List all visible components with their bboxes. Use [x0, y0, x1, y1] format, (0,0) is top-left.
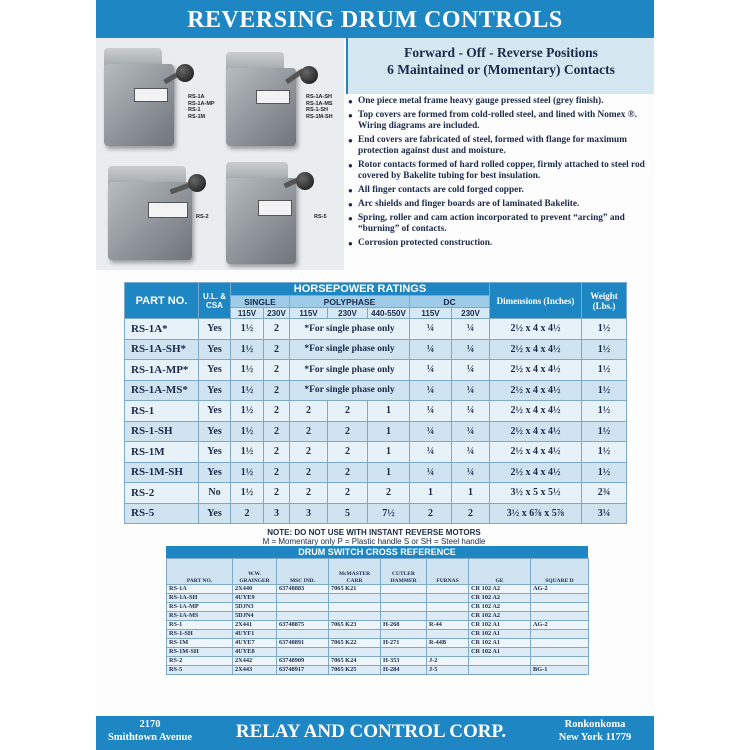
cell-dimensions: 2½ x 4 x 4½	[490, 442, 582, 463]
cell-single-230v: 2	[264, 421, 290, 442]
feature-item: ● All finger contacts are cold forged copper.	[348, 185, 650, 196]
xref-cell: AG-2	[531, 585, 589, 594]
xref-row	[167, 657, 589, 666]
cell-poly-115v: 2	[290, 483, 328, 504]
xref-cell-part-no: RS-5	[167, 666, 233, 675]
cell-dimensions: 2½ x 4 x 4½	[490, 339, 582, 360]
cell-poly-440-550v: 7½	[368, 503, 410, 524]
xref-cell: H-271	[381, 639, 427, 648]
xref-cell: 7065 K23	[329, 621, 381, 630]
cell-ul-csa: Yes	[199, 360, 231, 381]
xref-cell: 63748909	[277, 657, 329, 666]
subtitle-contacts: 6 Maintained or (Momentary) Contacts	[387, 62, 615, 77]
ratings-row	[125, 483, 627, 504]
cell-part-no: RS-1-SH	[125, 421, 199, 442]
cell-poly-440-550v: 1	[368, 462, 410, 483]
cell-dc-230v: ¼	[452, 442, 490, 463]
cell-dc-115v: ¼	[410, 401, 452, 422]
feature-item: ● End covers are fabricated of steel, formed with flange for maximum protection against dust and moisture.	[348, 135, 650, 157]
cell-single-230v: 3	[264, 503, 290, 524]
cell-ul-csa: Yes	[199, 442, 231, 463]
feature-item: ● Arc shields and finger boards are of laminated Bakelite.	[348, 199, 650, 210]
xref-cell	[531, 630, 589, 639]
header-hp-ratings: HORSEPOWER RATINGS	[231, 283, 490, 296]
footer-street: Smithtown Avenue	[107, 732, 193, 743]
cell-weight: 1½	[582, 462, 627, 483]
xref-cell: 4UYE9	[233, 594, 277, 603]
cell-poly-115v: 2	[290, 462, 328, 483]
header-115v: 115V	[290, 308, 328, 319]
xref-row	[167, 585, 589, 594]
cell-single-230v: 2	[264, 360, 290, 381]
xref-cell	[329, 594, 381, 603]
cell-single-115v: 1½	[231, 442, 264, 463]
header-part-no: PART NO.	[125, 283, 199, 319]
xref-cell	[531, 594, 589, 603]
xref-cell-part-no: RS-1A	[167, 585, 233, 594]
xref-cell: 63748891	[277, 639, 329, 648]
ratings-row	[125, 503, 627, 524]
xref-cell: 63748917	[277, 666, 329, 675]
cell-poly-230v: 5	[328, 503, 368, 524]
xref-cell-part-no: RS-1A-SH	[167, 594, 233, 603]
product-photo-rs-1a	[104, 48, 194, 148]
xref-header: McMASTER CARR	[329, 559, 381, 585]
cell-poly-230v: 2	[328, 462, 368, 483]
xref-row	[167, 666, 589, 675]
xref-cell: 4UYE7	[233, 639, 277, 648]
xref-cell: CR 102 A2	[469, 594, 531, 603]
cell-ul-csa: Yes	[199, 380, 231, 401]
cell-weight: 1½	[582, 339, 627, 360]
xref-cell: 2X443	[233, 666, 277, 675]
footer-street-number: 2170	[139, 719, 161, 730]
ratings-row	[125, 319, 627, 340]
cell-dc-230v: 1	[452, 483, 490, 504]
subtitle-positions: Forward - Off - Reverse Positions	[404, 45, 598, 60]
cell-ul-csa: Yes	[199, 319, 231, 340]
xref-row	[167, 603, 589, 612]
cell-dimensions: 2½ x 4 x 4½	[490, 462, 582, 483]
cell-dc-115v: ¼	[410, 462, 452, 483]
cell-single-115v: 1½	[231, 421, 264, 442]
cell-single-115v: 1½	[231, 360, 264, 381]
cell-ul-csa: Yes	[199, 421, 231, 442]
cell-weight: 1½	[582, 421, 627, 442]
cell-dc-230v: ¼	[452, 319, 490, 340]
xref-cell: 5DJN4	[233, 612, 277, 621]
ratings-row	[125, 462, 627, 483]
cell-single-115v: 2	[231, 503, 264, 524]
cell-dc-115v: ¼	[410, 360, 452, 381]
header-115v: 115V	[231, 308, 264, 319]
product-photos	[96, 38, 344, 270]
feature-item: ● Spring, roller and cam action incorporated to prevent “arcing” and “burning” of contacts.	[348, 213, 650, 235]
header-115v: 115V	[410, 308, 452, 319]
cell-dc-115v: ¼	[410, 421, 452, 442]
cell-single-115v: 1½	[231, 339, 264, 360]
xref-cell	[381, 648, 427, 657]
cell-dimensions: 3½ x 6⅞ x 5⅞	[490, 503, 582, 524]
cell-dc-115v: ¼	[410, 442, 452, 463]
header-single: SINGLE	[231, 296, 290, 308]
xref-cell	[427, 648, 469, 657]
cell-dc-115v: ¼	[410, 339, 452, 360]
cell-weight: 1½	[582, 401, 627, 422]
features-heading	[346, 38, 654, 94]
company-name: RELAY AND CONTROL CORP.	[235, 721, 507, 742]
cell-part-no: RS-2	[125, 483, 199, 504]
xref-cell	[427, 612, 469, 621]
xref-cell: 7065 K22	[329, 639, 381, 648]
xref-cell	[277, 630, 329, 639]
xref-cell	[531, 657, 589, 666]
product-photo-rs-1a-sh	[226, 52, 316, 152]
cell-dc-230v: ¼	[452, 360, 490, 381]
xref-cell: CR 102 A2	[469, 612, 531, 621]
xref-table	[166, 558, 589, 675]
cell-dimensions: 2½ x 4 x 4½	[490, 380, 582, 401]
xref-cell: BG-1	[531, 666, 589, 675]
cell-poly-440-550v: 1	[368, 421, 410, 442]
xref-cell	[427, 630, 469, 639]
xref-cell: CR 102 A1	[469, 639, 531, 648]
cell-single-phase-note: *For single phase only	[290, 319, 410, 340]
cell-ul-csa: Yes	[199, 339, 231, 360]
page-title: REVERSING DRUM CONTROLS	[96, 0, 654, 38]
feature-item: ● Corrosion protected construction.	[348, 238, 650, 249]
xref-cell	[469, 666, 531, 675]
xref-cell	[329, 648, 381, 657]
feature-item: ● Rotor contacts formed of hard rolled copper, firmly attached to steel rod covered by Bakelite tubing for best insulation.	[348, 160, 650, 182]
cell-dimensions: 3½ x 5 x 5½	[490, 483, 582, 504]
xref-cell: J-2	[427, 657, 469, 666]
cell-single-phase-note: *For single phase only	[290, 360, 410, 381]
xref-cell: 63748883	[277, 585, 329, 594]
cell-dimensions: 2½ x 4 x 4½	[490, 401, 582, 422]
xref-cell: CR 102 A1	[469, 630, 531, 639]
cell-dimensions: 2½ x 4 x 4½	[490, 421, 582, 442]
xref-header: PART NO.	[167, 559, 233, 585]
xref-cell: 4UYE8	[233, 648, 277, 657]
xref-cell-part-no: RS-1A-MS	[167, 612, 233, 621]
feature-item: ● One piece metal frame heavy gauge pressed steel (grey finish).	[348, 96, 650, 107]
ratings-row	[125, 442, 627, 463]
xref-cell: 7065 K24	[329, 657, 381, 666]
xref-cell-part-no: RS-1M	[167, 639, 233, 648]
xref-cell	[277, 594, 329, 603]
xref-cell: H-268	[381, 621, 427, 630]
header-polyphase: POLYPHASE	[290, 296, 410, 308]
xref-header: SQUARE D	[531, 559, 589, 585]
xref-cell	[277, 648, 329, 657]
cell-part-no: RS-1A-MS*	[125, 380, 199, 401]
xref-cell: 2X440	[233, 585, 277, 594]
cell-ul-csa: Yes	[199, 401, 231, 422]
cell-ul-csa: Yes	[199, 462, 231, 483]
xref-cell	[427, 585, 469, 594]
xref-row	[167, 612, 589, 621]
xref-cell	[381, 603, 427, 612]
xref-header: GE	[469, 559, 531, 585]
cell-single-230v: 2	[264, 319, 290, 340]
product-models-group-2: RS-1A-SH RS-1A-MS RS-1-SH RS-1M-SH	[306, 94, 333, 120]
cell-ul-csa: No	[199, 483, 231, 504]
ratings-row	[125, 339, 627, 360]
ratings-row	[125, 401, 627, 422]
cell-part-no: RS-1A-MP*	[125, 360, 199, 381]
xref-cell	[531, 639, 589, 648]
xref-cell: CR 102 A2	[469, 585, 531, 594]
cell-single-230v: 2	[264, 462, 290, 483]
ratings-table	[124, 282, 627, 524]
xref-cell	[381, 612, 427, 621]
xref-cell: R-44B	[427, 639, 469, 648]
cell-single-phase-note: *For single phase only	[290, 380, 410, 401]
cell-dc-230v: ¼	[452, 421, 490, 442]
cell-dc-230v: ¼	[452, 380, 490, 401]
notes-warning: NOTE: DO NOT USE WITH INSTANT REVERSE MOTORS	[267, 528, 481, 537]
cell-poly-230v: 2	[328, 442, 368, 463]
cell-dc-115v: 2	[410, 503, 452, 524]
xref-cell	[531, 612, 589, 621]
xref-cell	[329, 603, 381, 612]
cell-part-no: RS-1A*	[125, 319, 199, 340]
product-photo-rs-2	[108, 166, 208, 266]
cell-weight: 3¼	[582, 503, 627, 524]
xref-cell: CR 102 A2	[469, 603, 531, 612]
xref-cell	[329, 612, 381, 621]
catalog-page	[96, 0, 654, 750]
cell-weight: 2¾	[582, 483, 627, 504]
header-weight: Weight (Lbs.)	[582, 283, 627, 319]
cell-dimensions: 2½ x 4 x 4½	[490, 319, 582, 340]
header-230v: 230V	[328, 308, 368, 319]
xref-cell: H-353	[381, 657, 427, 666]
cell-dc-115v: 1	[410, 483, 452, 504]
header-dc: DC	[410, 296, 490, 308]
xref-header: FURNAS	[427, 559, 469, 585]
cell-single-115v: 1½	[231, 401, 264, 422]
footer-city-name: Ronkonkoma	[564, 719, 626, 730]
xref-cell	[427, 603, 469, 612]
cell-dc-230v: ¼	[452, 339, 490, 360]
xref-cell: 4UYF1	[233, 630, 277, 639]
xref-row	[167, 639, 589, 648]
cell-single-230v: 2	[264, 401, 290, 422]
xref-row	[167, 648, 589, 657]
xref-header: CUTLER HAMMER	[381, 559, 427, 585]
cell-single-115v: 1½	[231, 380, 264, 401]
xref-cell: AG-2	[531, 621, 589, 630]
header-230v: 230V	[264, 308, 290, 319]
xref-cell: CR 102 A1	[469, 621, 531, 630]
cell-weight: 1½	[582, 380, 627, 401]
xref-cell-part-no: RS-1	[167, 621, 233, 630]
xref-cell: J-5	[427, 666, 469, 675]
cell-poly-230v: 2	[328, 483, 368, 504]
footer-city	[536, 718, 654, 744]
xref-cell: CR 102 A1	[469, 648, 531, 657]
xref-cell	[427, 594, 469, 603]
xref-cell: 7065 K25	[329, 666, 381, 675]
xref-cell-part-no: RS-1A-MP	[167, 603, 233, 612]
cell-dimensions: 2½ x 4 x 4½	[490, 360, 582, 381]
cell-part-no: RS-1M	[125, 442, 199, 463]
cell-single-230v: 2	[264, 483, 290, 504]
header-ul-csa: U.L. & CSA	[199, 283, 231, 319]
cell-dc-115v: ¼	[410, 319, 452, 340]
features-list	[348, 96, 650, 252]
cell-poly-230v: 2	[328, 421, 368, 442]
xref-cell	[469, 657, 531, 666]
footer-state-zip: New York 11779	[558, 732, 632, 743]
cell-single-230v: 2	[264, 339, 290, 360]
product-models-group-1: RS-1A RS-1A-MP RS-1 RS-1M	[188, 94, 215, 120]
xref-cell	[277, 603, 329, 612]
cell-poly-115v: 2	[290, 401, 328, 422]
xref-cell: 2X442	[233, 657, 277, 666]
cell-poly-440-550v: 2	[368, 483, 410, 504]
xref-row	[167, 594, 589, 603]
cell-weight: 1½	[582, 360, 627, 381]
cell-poly-115v: 2	[290, 421, 328, 442]
cell-part-no: RS-1M-SH	[125, 462, 199, 483]
cell-dc-230v: ¼	[452, 462, 490, 483]
footer-address	[100, 718, 200, 744]
cell-single-230v: 2	[264, 380, 290, 401]
xref-cell: 63748875	[277, 621, 329, 630]
cell-part-no: RS-1A-SH*	[125, 339, 199, 360]
xref-cell	[381, 630, 427, 639]
header-440-550v: 440-550V	[368, 308, 410, 319]
cell-poly-440-550v: 1	[368, 401, 410, 422]
cell-single-115v: 1½	[231, 319, 264, 340]
cell-part-no: RS-1	[125, 401, 199, 422]
cell-dc-230v: 2	[452, 503, 490, 524]
cell-single-phase-note: *For single phase only	[290, 339, 410, 360]
xref-cell: 7065 K21	[329, 585, 381, 594]
cell-poly-115v: 3	[290, 503, 328, 524]
cell-ul-csa: Yes	[199, 503, 231, 524]
xref-cell	[531, 648, 589, 657]
cell-dc-115v: ¼	[410, 380, 452, 401]
xref-cell	[531, 603, 589, 612]
cell-weight: 1½	[582, 442, 627, 463]
header-230v: 230V	[452, 308, 490, 319]
xref-cell: R-44	[427, 621, 469, 630]
ratings-row	[125, 421, 627, 442]
xref-cell-part-no: RS-2	[167, 657, 233, 666]
cell-poly-115v: 2	[290, 442, 328, 463]
footer	[96, 716, 654, 750]
xref-title: DRUM SWITCH CROSS REFERENCE	[166, 546, 588, 558]
xref-row	[167, 621, 589, 630]
xref-cell: H-284	[381, 666, 427, 675]
ratings-row	[125, 380, 627, 401]
product-photo-rs-5	[226, 162, 316, 266]
product-models-group-3: RS-2	[196, 214, 209, 220]
cell-dc-230v: ¼	[452, 401, 490, 422]
cell-single-115v: 1½	[231, 462, 264, 483]
feature-item: ● Top covers are formed from cold-rolled steel, and lined with Nomex ®. Wiring diagrams are included.	[348, 110, 650, 132]
cell-poly-440-550v: 1	[368, 442, 410, 463]
xref-header: W.W. GRAINGER	[233, 559, 277, 585]
cell-weight: 1½	[582, 319, 627, 340]
xref-cell: 2X441	[233, 621, 277, 630]
ratings-row	[125, 360, 627, 381]
xref-cell	[381, 585, 427, 594]
xref-cell	[329, 630, 381, 639]
xref-cell	[277, 612, 329, 621]
xref-row	[167, 630, 589, 639]
xref-cell: 5DJN3	[233, 603, 277, 612]
xref-cell	[381, 594, 427, 603]
xref-cell-part-no: RS-1-SH	[167, 630, 233, 639]
xref-header: MSC IND.	[277, 559, 329, 585]
cell-single-230v: 2	[264, 442, 290, 463]
cell-part-no: RS-5	[125, 503, 199, 524]
header-dimensions: Dimensions (Inches)	[490, 283, 582, 319]
product-models-group-4: RS-5	[314, 214, 327, 220]
xref-cell-part-no: RS-1M-SH	[167, 648, 233, 657]
notes-legend: M = Momentary only P = Plastic handle S or SH = Steel handle	[262, 537, 486, 546]
cell-single-115v: 1½	[231, 483, 264, 504]
cell-poly-230v: 2	[328, 401, 368, 422]
